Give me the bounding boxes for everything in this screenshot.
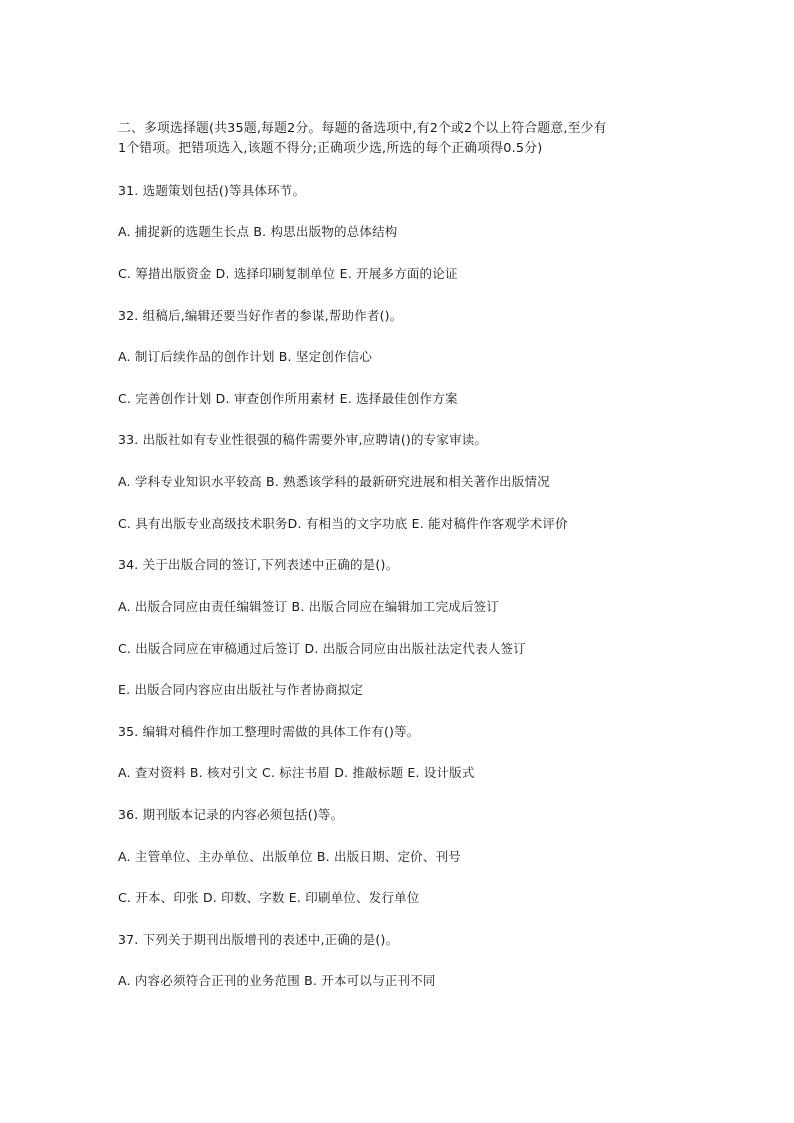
question-32: 32. 组稿后,编辑还要当好作者的参谋,帮助作者()。	[118, 308, 403, 323]
question-36-options-2: C. 开本、印张 D. 印数、字数 E. 印刷单位、发行单位	[118, 890, 420, 905]
question-34-options-2: C. 出版合同应在审稿通过后签订 D. 出版合同应由出版社法定代表人签订	[118, 641, 526, 656]
question-32-options-1: A. 制订后续作品的创作计划 B. 坚定创作信心	[118, 349, 373, 364]
question-31-options-1: A. 捕捉新的选题生长点 B. 构思出版物的总体结构	[118, 224, 398, 239]
question-33: 33. 出版社如有专业性很强的稿件需要外审,应聘请()的专家审读。	[118, 432, 488, 447]
question-33-options-2: C. 具有出版专业高级技术职务D. 有相当的文字功底 E. 能对稿件作客观学术评价	[118, 516, 568, 531]
question-33-options-1: A. 学科专业知识水平较高 B. 熟悉该学科的最新研究进展和相关著作出版情况	[118, 474, 550, 489]
question-34-options-1: A. 出版合同应由责任编辑签订 B. 出版合同应在编辑加工完成后签订	[118, 599, 500, 614]
question-34-options-3: E. 出版合同内容应由出版社与作者协商拟定	[118, 682, 364, 697]
question-37: 37. 下列关于期刊出版增刊的表述中,正确的是()。	[118, 932, 399, 947]
question-31-options-2: C. 筹措出版资金 D. 选择印刷复制单位 E. 开展多方面的论证	[118, 266, 458, 281]
section-intro-line-2: 1个错项。把错项选入,该题不得分;正确项少选,所选的每个正确项得0.5分)	[118, 141, 543, 156]
section-intro-line-1: 二、多项选择题(共35题,每题2分。每题的备选项中,有2个或2个以上符合题意,至少有	[118, 121, 607, 136]
question-36: 36. 期刊版本记录的内容必须包括()等。	[118, 807, 344, 822]
question-36-options-1: A. 主管单位、主办单位、出版单位 B. 出版日期、定价、刊号	[118, 849, 461, 864]
question-32-options-2: C. 完善创作计划 D. 审查创作所用素材 E. 选择最佳创作方案	[118, 391, 458, 406]
question-34: 34. 关于出版合同的签订,下列表述中正确的是()。	[118, 557, 399, 572]
question-35: 35. 编辑对稿件作加工整理时需做的具体工作有()等。	[118, 724, 420, 739]
question-37-options-1: A. 内容必须符合正刊的业务范围 B. 开本可以与正刊不同	[118, 973, 436, 988]
question-31: 31. 选题策划包括()等具体环节。	[118, 183, 306, 198]
question-35-options-1: A. 查对资料 B. 核对引文 C. 标注书眉 D. 推敲标题 E. 设计版式	[118, 765, 475, 780]
